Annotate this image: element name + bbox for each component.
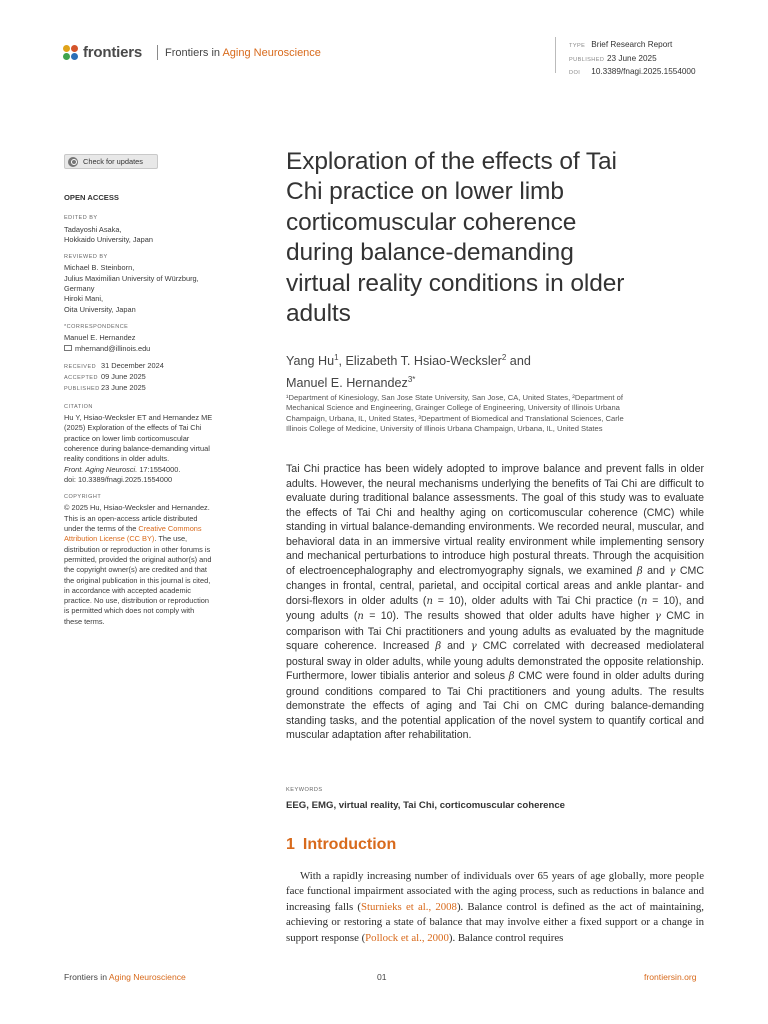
doi-label: DOI xyxy=(569,70,581,76)
accepted-label: ACCEPTED xyxy=(64,375,98,382)
reviewed-by-section xyxy=(64,252,264,315)
title-line: Chi practice on lower limb xyxy=(286,178,564,206)
published-label: PUBLISHED xyxy=(64,386,100,393)
author-name[interactable]: Yang Hu xyxy=(286,354,335,369)
editor-name: Tadayoshi Asaka, xyxy=(64,224,122,234)
received-label: RECEIVED xyxy=(64,363,97,370)
frontiers-logo-icon xyxy=(63,45,79,61)
published-date: 23 June 2025 xyxy=(607,53,657,63)
citation-line: Hu Y, Hsiao-Wecksler ET and Hernandez ME xyxy=(64,413,213,423)
body-text: ). Balance control requires xyxy=(448,931,564,944)
check-updates-icon xyxy=(68,157,78,167)
copyright-line: . The use, xyxy=(154,534,188,544)
footer-journal[interactable] xyxy=(64,972,186,982)
footer-journal-prefix: Frontiers in xyxy=(64,972,109,982)
logo-text: frontiers xyxy=(83,44,143,61)
reference-link[interactable]: Sturnieks et al., 2008 xyxy=(360,900,457,913)
title-line: during balance-demanding xyxy=(286,239,574,267)
author-list: Yang Hu$^1$, Elizabeth T. Hsiao-Wecksler$^2$ and Manuel E. Hernandez$^{3*}$ xyxy=(286,353,531,390)
reviewed-by-label: REVIEWED BY xyxy=(64,254,108,261)
reviewer-name: Michael B. Steinborn, xyxy=(64,263,135,273)
body-text: ). Balance control is defined as the act of maintaining, achieving or restoring a state of balance that may involve either a fixed support or a change in support response ( xyxy=(286,900,704,944)
reviewer-affiliation: Germany xyxy=(64,284,95,294)
n-symbol: n xyxy=(641,595,648,607)
journal-prefix: Frontiers in xyxy=(165,47,223,59)
affiliation-line: Mechanical Science and Engineering, Grainger College of Engineering, University of Illinois Urbana xyxy=(286,403,620,413)
reviewer-affiliation: Oita University, Japan xyxy=(64,304,136,314)
abstract-text: CMC changes in frontal, central, parietal, and occipital cortical areas and ankle plantar- and dorsi-flexors in older adults ( xyxy=(286,564,705,607)
section-title: Introduction xyxy=(302,836,397,853)
dates-section xyxy=(64,361,264,395)
copyright-line: the original publication in this journal is cited, xyxy=(64,575,211,585)
title-line: corticomuscular coherence xyxy=(286,208,577,236)
meta-divider xyxy=(555,37,556,73)
beta-symbol: β xyxy=(636,565,643,577)
affiliation-line: Illinois College of Medicine, University of Illinois Urbana Champaign, Urbana, IL, United States xyxy=(286,424,603,434)
correspondence-name: Manuel E. Hernandez xyxy=(64,333,136,343)
beta-symbol: β xyxy=(508,671,515,682)
copyright-section xyxy=(64,492,264,627)
copyright-line: under the terms of the xyxy=(64,524,139,534)
abstract-text: = 10). The results showed that older adults have higher xyxy=(363,610,655,622)
abstract-text: and xyxy=(642,564,670,577)
accepted-date: 09 June 2025 xyxy=(101,372,146,382)
copyright-line: This is an open-access article distributed xyxy=(64,513,198,523)
copyright-line: practice. No use, distribution or reproduction xyxy=(64,596,210,606)
page-number: 01 xyxy=(377,972,387,982)
citation-line: reality conditions in older adults. xyxy=(64,454,170,464)
copyright-line: © 2025 Hu, Hsiao-Wecksler and Hernandez. xyxy=(64,503,210,513)
received-date: 31 December 2024 xyxy=(101,360,164,370)
author-conjunction: and xyxy=(506,354,531,369)
citation-volume: 17:1554000. xyxy=(137,464,181,474)
copyright-line: these terms. xyxy=(64,616,105,626)
citation-section xyxy=(64,402,264,485)
citation-doi[interactable]: doi: 10.3389/fnagi.2025.1554000 xyxy=(64,474,173,484)
correspondence-section xyxy=(64,322,264,354)
abstract-text: Tai Chi practice has been widely adopted to improve balance and prevent falls in older adults. However, the neural mechanisms underlying the benefits of Tai Chi are difficult to evaluate during traditional balance assessments. The goal of this study was to evaluate the effects of Tai Chi and healthy aging on corticomuscular coherence (CMC) while standing in virtual balance-demanding environments. We recorded neural, muscular, and behavioral data in an immersive virtual reality environment while implementing sensory and mechanical perturbations to introduce high postural threats. Through the acquisition of electroencephalography and electromyography signals, we examined xyxy=(286,463,704,577)
abstract-text: CMC correlated with decreased mediolateral postural sway in older adults, while young adults demonstrated the opposite relationship. Furthermore, lower tibialis anterior and soleus xyxy=(286,640,704,682)
reviewer-name: Hiroki Mani, xyxy=(64,294,104,304)
reference-link[interactable]: Pollock et al., 2000 xyxy=(365,931,449,944)
affiliations xyxy=(286,393,706,435)
body-text: With a rapidly increasing number of individuals over 65 years of age globally, more people face functional impairment associated with the aging process, such as reductions in balance and increasing falls ( xyxy=(286,870,704,913)
check-updates-button[interactable] xyxy=(64,154,158,169)
open-access-label: OPEN ACCESS xyxy=(64,193,119,202)
journal-title: Aging Neuroscience xyxy=(222,47,321,59)
author-name[interactable]: Manuel E. Hernandez xyxy=(286,375,408,390)
gamma-symbol: γ xyxy=(470,641,477,652)
article-title xyxy=(286,147,726,329)
published-label: PUBLISHED xyxy=(569,56,605,63)
keywords-label: KEYWORDS xyxy=(286,787,323,793)
check-updates-label: Check for updates xyxy=(83,157,143,166)
gamma-symbol: γ xyxy=(669,565,676,577)
article-type: Brief Research Report xyxy=(591,40,673,49)
abstract-text: = 10), older adults with Tai Chi practice ( xyxy=(432,594,642,607)
author-name[interactable]: Elizabeth T. Hsiao-Wecksler xyxy=(345,354,502,369)
abstract-text: CMC were found in older adults during ground conditions compared to Tai Chi practitioners and young adults. The results demonstrate the effects of aging and Tai Chi on CMC during balance-demanding standing tasks, and the potential application of the novel system to quantify cortical and muscular adaptation after rehabilitation. xyxy=(286,670,704,741)
journal-name[interactable] xyxy=(165,47,321,59)
type-label: TYPE xyxy=(569,43,586,49)
author-affiliation-marker: 2 xyxy=(501,353,507,362)
affiliation-line: ¹Department of Kinesiology, San Jose State University, San Jose, CA, United States, ²Department of xyxy=(286,393,623,402)
article-sidebar xyxy=(64,193,264,634)
abstract-text: CMC in comparison with Tai Chi practitioners and young adults as evaluated by the magnitude square coherence. Increased xyxy=(286,610,704,652)
copyright-line: the copyright owner(s) are credited and that xyxy=(64,565,207,575)
editor-affiliation: Hokkaido University, Japan xyxy=(64,234,154,244)
n-symbol: n xyxy=(357,611,364,622)
copyright-line: in accordance with accepted academic xyxy=(64,585,191,595)
header-divider xyxy=(157,45,158,60)
edited-by-label: EDITED BY xyxy=(64,215,98,222)
abstract xyxy=(286,462,704,743)
cc-license-link[interactable]: Attribution License (CC BY) xyxy=(64,534,155,544)
author-affiliation-marker: 3* xyxy=(407,374,416,384)
abstract-text: and xyxy=(441,640,471,652)
citation-label: CITATION xyxy=(64,403,93,410)
title-line: Exploration of the effects of Tai xyxy=(286,148,617,175)
copyright-line: distribution or reproduction in other forums is xyxy=(64,544,211,554)
introduction-paragraph xyxy=(286,869,704,946)
reviewer-affiliation: Julius Maximilian University of Würzburg, xyxy=(64,273,199,283)
cc-license-link[interactable]: Creative Commons xyxy=(138,524,202,534)
abstract-text: = 10), and young adults ( xyxy=(286,594,704,622)
citation-line: coherence during balance-demanding virtual xyxy=(64,443,210,453)
citation-line: practice on lower limb corticomuscular xyxy=(64,433,190,443)
n-symbol: n xyxy=(426,595,433,607)
gamma-symbol: γ xyxy=(654,611,661,622)
correspondence-email-row[interactable] xyxy=(64,344,264,354)
beta-symbol: β xyxy=(435,641,442,652)
citation-journal: Front. Aging Neurosci. xyxy=(64,464,138,474)
published-date: 23 June 2025 xyxy=(101,383,146,393)
title-line: virtual reality conditions in older xyxy=(286,269,625,297)
edited-by-section xyxy=(64,213,264,245)
doi-value[interactable]: 10.3389/fnagi.2025.1554000 xyxy=(591,67,696,76)
copyright-line: is permitted which does not comply with xyxy=(64,606,195,616)
frontiers-logo[interactable] xyxy=(63,44,142,61)
article-meta xyxy=(569,39,696,80)
correspondence-label: *CORRESPONDENCE xyxy=(64,323,129,330)
title-line: adults xyxy=(286,300,351,328)
footer-journal-name: Aging Neuroscience xyxy=(108,972,186,982)
copyright-label: COPYRIGHT xyxy=(64,494,102,501)
correspondence-email[interactable]: mhernand@illinois.edu xyxy=(75,343,151,353)
section-heading-introduction xyxy=(286,836,396,854)
author-affiliation-marker: 1 xyxy=(334,353,339,362)
section-number: 1 xyxy=(286,836,295,853)
mail-icon xyxy=(64,345,72,351)
citation-line: (2025) Exploration of the effects of Tai Chi xyxy=(64,423,202,433)
keywords: EEG, EMG, virtual reality, Tai Chi, corticomuscular coherence xyxy=(286,800,566,811)
footer-site-link[interactable]: frontiersin.org xyxy=(644,972,697,982)
copyright-line: permitted, provided the original author(s) and xyxy=(64,554,212,564)
affiliation-line: Champaign, Urbana, IL, United States, ³Department of Biomedical and Translational Sciences, Carle xyxy=(286,413,624,423)
